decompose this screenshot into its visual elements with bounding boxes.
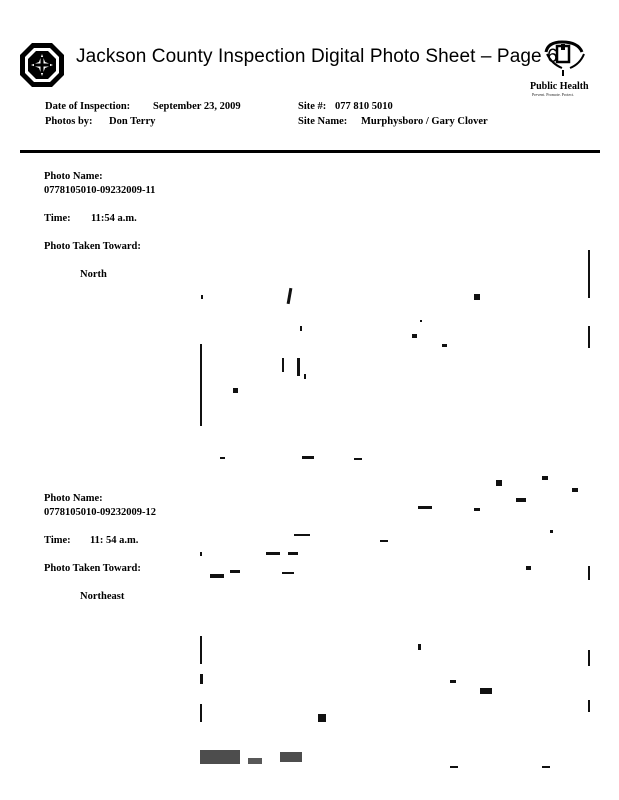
photo-2-toward-label: Photo Taken Toward: [44,563,141,574]
photo-1-name-value: 0778105010-09232009-11 [44,185,156,196]
photo-1-name-label: Photo Name: [44,171,103,182]
date-label: Date of Inspection: [45,101,131,112]
photo-1-toward-label: Photo Taken Toward: [44,241,141,252]
county-seal-icon [18,41,66,89]
photo-1-toward-value: North [80,269,107,280]
public-health-logo-subtext: Prevent. Promote. Protect. [532,92,575,97]
public-health-logo-text: Public Health [530,81,589,92]
site-number-label: Site #: [298,101,327,112]
site-number-value: 077 810 5010 [335,101,393,112]
site-name-value: Murphysboro / Gary Clover [361,116,488,127]
date-value: September 23, 2009 [153,101,241,112]
photo-2-name-value: 0778105010-09232009-12 [44,507,156,518]
photo-1-time-label: Time: [44,213,71,224]
photos-by-label: Photos by: [45,116,93,127]
photo-1-image [196,250,592,465]
photos-by-value: Don Terry [109,116,156,127]
photo-2-toward-value: Northeast [80,591,125,602]
photo-2-image [196,470,592,775]
site-name-label: Site Name: [298,116,348,127]
photo-1-time-value: 11:54 a.m. [91,213,137,224]
photo-2-time-label: Time: [44,535,71,546]
header-divider [20,150,600,153]
photo-2-time-value: 11: 54 a.m. [90,535,139,546]
page-title: Jackson County Inspection Digital Photo Sheet – Page 6 [76,46,558,67]
photo-2-name-label: Photo Name: [44,493,103,504]
